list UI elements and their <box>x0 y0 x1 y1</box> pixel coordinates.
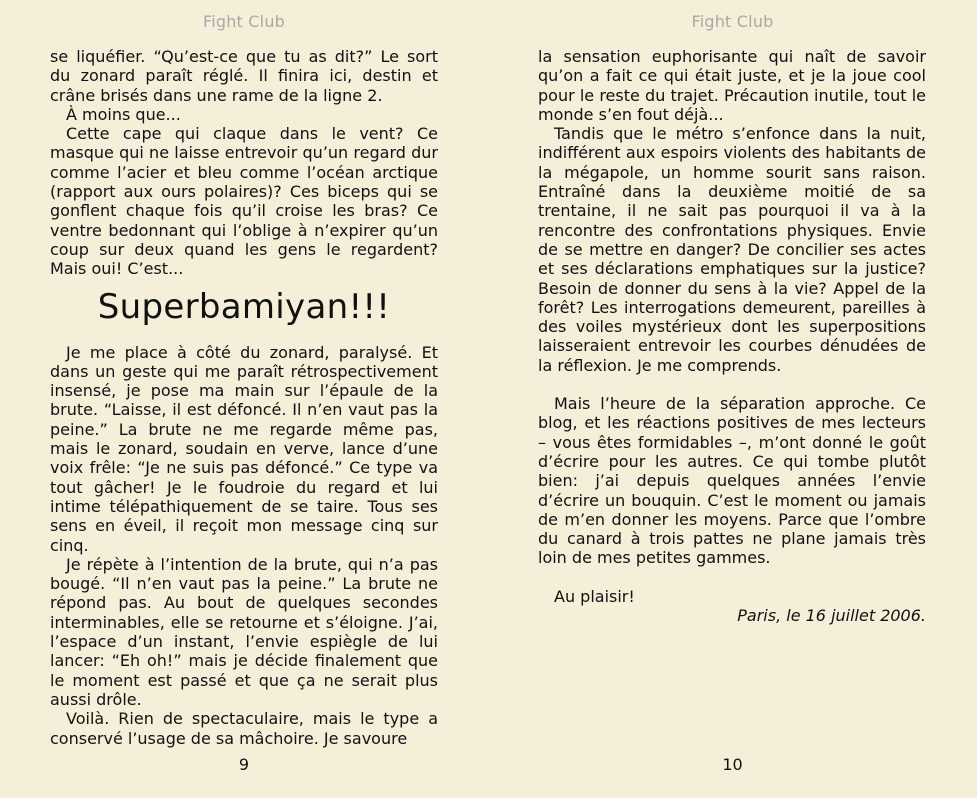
page-body <box>538 47 926 625</box>
paragraph: Mais l’heure de la séparation approche. Ce blog, et les réactions positives de mes lecteurs – vous êtes formidables –, m’ont donné le goût d’écrire pour les autres. Ce qui tombe plutôt bien: j’ai depuis quelques années l’envie d’écrire un bouquin. C’est le moment ou jamais de m’en donner les moyens. Parce que l’ombre du canard à trois pattes ne plane jamais très loin de mes petites gammes. <box>538 394 926 568</box>
paragraph: À moins que... <box>66 104 181 124</box>
page-body <box>50 47 438 748</box>
right-page <box>488 0 977 798</box>
superhero-heading: Superbamiyan!!! <box>97 286 391 327</box>
running-header: Fight Club <box>202 12 286 31</box>
paragraph: Tandis que le métro s’enfonce dans la nuit, indifférent aux espoirs violents des habitants de la mégapole, un homme sourit sans raison. Entraîné dans la deuxième moitié de sa trentaine, il ne sait pas pourquoi il va à la rencontre des confrontations physiques. Envie de se mettre en danger? De concilier ses actes et ses déclarations emphatiques sur la justice? Besoin de donner du sens à la vie? Appel de la forêt? Les interrogations demeurent, pareilles à des voiles mystérieux dont les superpositions laisseraient entrevoir les courbes dénudées de la réflexion. Je me comprends. <box>538 124 926 375</box>
paragraph: Au plaisir! <box>554 586 635 606</box>
paragraph: Je répète à l’intention de la brute, qui n’a pas bougé. “Il n’en vaut pas la peine.” La brute ne répond pas. Au bout de quelques secondes interminables, elle se retourne et s’éloigne. J’ai, l’espace d’un instant, l’envie espiègle de lui lancer: “Eh oh!” mais je décide finalement que le moment est passé et que ça ne serait plus aussi drôle. <box>50 554 438 709</box>
paragraph: se liquéfier. “Qu’est-ce que tu as dit?” Le sort du zonard paraît réglé. Il finira ici, destin et crâne brisés dans une rame de la ligne 2. <box>50 47 438 105</box>
page-number: 9 <box>238 755 250 774</box>
signature-line: Paris, le 16 juillet 2006. <box>737 606 926 626</box>
running-header: Fight Club <box>691 12 774 31</box>
left-page <box>0 0 488 798</box>
paragraph: la sensation euphorisante qui naît de savoir qu’on a fait ce qui était juste, et je la joue cool pour le reste du trajet. Précaution inutile, tout le monde s’en fout déjà... <box>538 47 926 124</box>
paragraph: Cette cape qui claque dans le vent? Ce masque qui ne laisse entrevoir qu’un regard dur comme l’acier et bleu comme l’océan arctique (rapport aux ours polaires)? Ces biceps qui se gonflent chaque fois qu’il croise les bras? Ce ventre bedonnant qui l’oblige à n’expirer qu’un coup sur deux quand les gens le regardent? Mais oui! C’est... <box>50 124 438 279</box>
paragraph: Voilà. Rien de spectaculaire, mais le type a conservé l’usage de sa mâchoire. Je savoure <box>50 709 438 748</box>
paragraph: Je me place à côté du zonard, paralysé. Et dans un geste qui me paraît rétrospectivement insensé, je pose ma main sur l’épaule de la brute. “Laisse, il est défoncé. Il n’en vaut pas la peine.” La brute ne me regarde même pas, mais le zonard, soudain en verve, lance d’une voix frêle: “Je ne suis pas défoncé.” Ce type va tout gâcher! Je le foudroie du regard et lui intime télépathiquement de se taire. Tous ses sens en éveil, il reçoit mon message cinq sur cinq. <box>50 342 438 555</box>
page-number: 10 <box>722 755 743 774</box>
